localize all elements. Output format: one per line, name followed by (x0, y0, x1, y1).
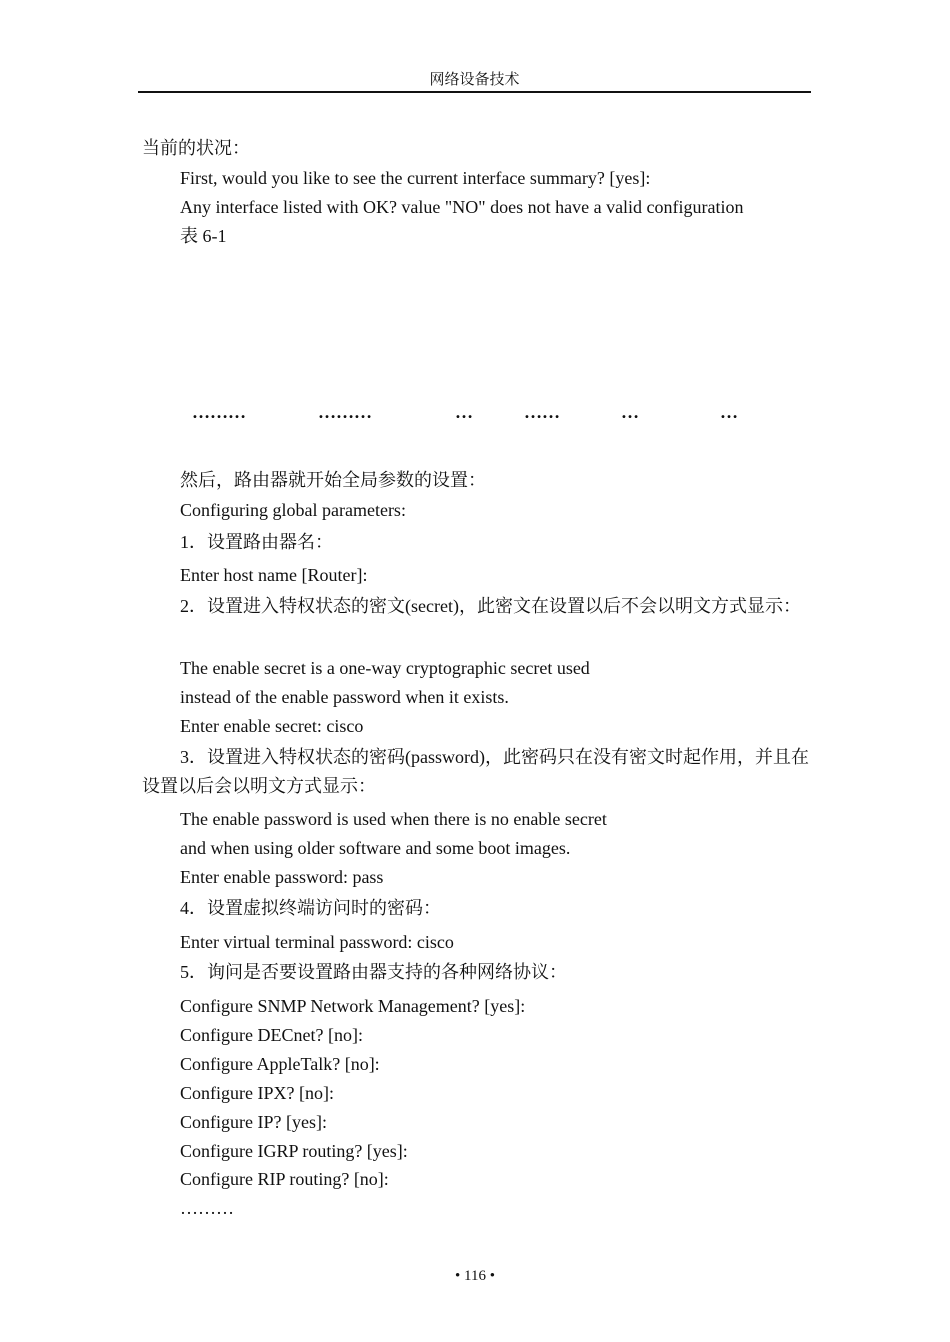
protocol-line: Configure IP? [yes]: (180, 1112, 327, 1132)
step2-line: Enter enable secret: cisco (180, 716, 364, 736)
protocol-line: Configure RIP routing? [no]: (180, 1169, 389, 1189)
step1-prompt: Enter host name [Router]: (180, 565, 368, 585)
step3-line: The enable password is used when there is no enable secret (180, 809, 607, 829)
step5-text: 5．询问是否要设置路由器支持的各种网络协议： (180, 962, 567, 982)
protocol-line: Configure IGRP routing? [yes]: (180, 1141, 408, 1161)
protocol-line: Configure DECnet? [no]: (180, 1025, 363, 1045)
intro-label: 当前的状况： (142, 138, 250, 158)
step2-line: The enable secret is a one-way cryptographic secret used (180, 658, 590, 678)
step4-text: 4．设置虚拟终端访问时的密码： (180, 898, 441, 918)
trailing-ellipsis: ……… (180, 1198, 234, 1218)
step2-line: instead of the enable password when it exists. (180, 687, 509, 707)
step1-text: 1．设置路由器名： (180, 532, 333, 552)
step3-line: Enter enable password: pass (180, 867, 384, 887)
global-intro: 然后，路由器就开始全局参数的设置： (180, 470, 486, 490)
protocol-line: Configure IPX? [no]: (180, 1083, 334, 1103)
step4-prompt: Enter virtual terminal password: cisco (180, 932, 454, 952)
table-ellipsis: … (621, 402, 639, 422)
table-ellipsis: … (720, 402, 738, 422)
step2-text: 2．设置进入特权状态的密文(secret)，此密文在设置以后不会以明文方式显示： (180, 596, 801, 616)
page-number: • 116 • (455, 1268, 495, 1284)
summary-question: First, would you like to see the current interface summary? [yes]: (180, 168, 651, 188)
table-ellipsis: ……… (318, 402, 372, 422)
interface-note: Any interface listed with OK? value "NO" does not have a valid configuration (180, 197, 744, 217)
table-ellipsis: … (455, 402, 473, 422)
page-header: 网络设备技术 (429, 72, 520, 88)
header-rule (138, 91, 811, 93)
table-ellipsis: ……… (192, 402, 246, 422)
step3-line: and when using older software and some boot images. (180, 838, 571, 858)
table-label: 表 6-1 (180, 226, 227, 246)
global-title: Configuring global parameters: (180, 500, 406, 520)
protocol-line: Configure AppleTalk? [no]: (180, 1054, 380, 1074)
step3-text: 3．设置进入特权状态的密码(password)，此密码只在没有密文时起作用，并且在设置以后会以明文方式显示： (142, 747, 809, 796)
protocol-line: Configure SNMP Network Management? [yes]: (180, 996, 526, 1016)
table-ellipsis: …… (524, 402, 560, 422)
